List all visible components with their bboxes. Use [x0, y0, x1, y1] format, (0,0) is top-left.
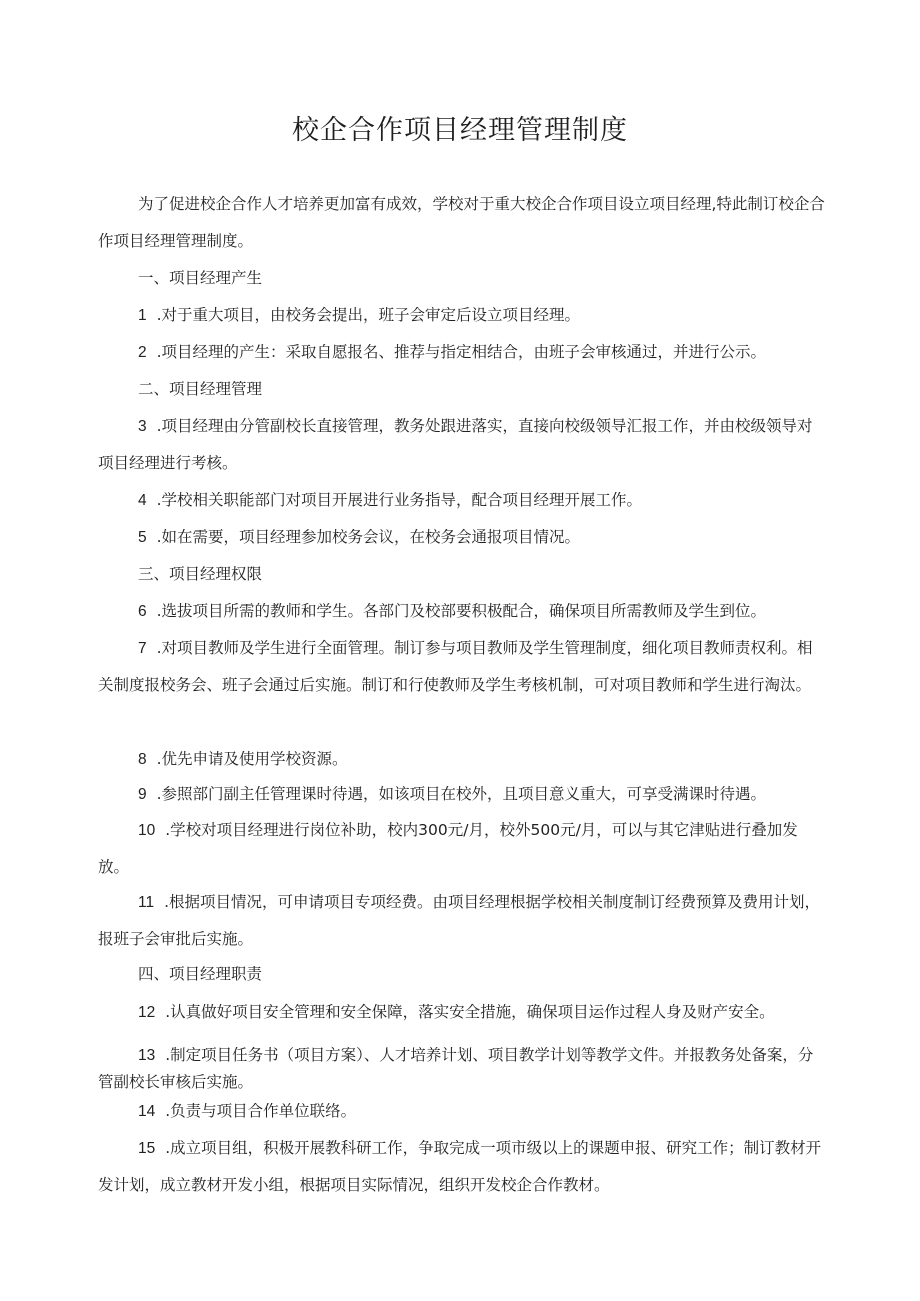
clause-1 [98, 297, 828, 334]
clause-9 [98, 776, 828, 813]
clause-text: .选拔项目所需的教师和学生。各部门及校部要积极配合，确保项目所需教师及学生到位。 [156, 602, 767, 620]
clause-text: .优先申请及使用学校资源。 [156, 750, 348, 768]
clause-2 [98, 334, 828, 371]
clause-number: 1 [138, 307, 147, 324]
clause-number: 5 [138, 529, 147, 546]
clause-4 [98, 482, 828, 519]
clause-text: .负责与项目合作单位联络。 [165, 1102, 357, 1120]
clause-6 [98, 593, 828, 630]
clause-text: .参照部门副主任管理课时待遇，如该项目在校外，且项目意义重大，可享受满课时待遇。 [156, 785, 767, 803]
document-title: 校企合作项目经理管理制度 [292, 115, 628, 146]
clause-15 [98, 1130, 828, 1204]
clause-8 [98, 741, 828, 778]
clause-number: 9 [138, 786, 147, 803]
clause-number: 14 [138, 1103, 156, 1120]
clause-number: 4 [138, 492, 147, 509]
clause-text: .对项目教师及学生进行全面管理。制订参与项目教师及学生管理制度，细化项目教师责权利。相关制度报校务会、班子会通过后实施。制订和行使教师及学生考核机制，可对项目教师和学生进行淘汰。 [98, 639, 813, 694]
intro-paragraph: 为了促进校企合作人才培养更加富有成效，学校对于重大校企合作项目设立项目经理,特此制订校企合作项目经理管理制度。 [98, 195, 825, 250]
clause-number: 12 [138, 1004, 156, 1021]
clause-14 [98, 1093, 828, 1130]
clause-text: .成立项目组，积极开展教科研工作，争取完成一项市级以上的课题申报、研究工作；制订教材开发计划，成立教材开发小组，根据项目实际情况，组织开发校企合作教材。 [98, 1139, 822, 1194]
clause-11 [98, 884, 828, 958]
clause-text: .项目经理的产生：采取自愿报名、推荐与指定相结合，由班子会审核通过，并进行公示。 [156, 343, 767, 361]
clause-10 [98, 812, 828, 886]
clause-text: .学校对项目经理进行岗位补助，校内300元/月，校外500元/月，可以与其它津贴进行叠加发放。 [98, 821, 798, 876]
clause-number: 10 [138, 822, 156, 839]
clause-text: .如在需要，项目经理参加校务会议，在校务会通报项目情况。 [156, 528, 581, 546]
clause-7 [98, 630, 828, 704]
clause-number: 7 [138, 640, 147, 657]
clause-text: .对于重大项目，由校务会提出，班子会审定后设立项目经理。 [156, 306, 581, 324]
clause-text: .制定项目任务书（项目方案）、人才培养计划、项目教学计划等教学文件。并报教务处备案，分管副校长审核后实施。 [98, 1046, 814, 1091]
clause-text: .根据项目情况，可申请项目专项经费。由项目经理根据学校相关制度制订经费预算及费用计划，报班子会审批后实施。 [98, 893, 821, 948]
clause-number: 2 [138, 344, 147, 361]
clause-number: 6 [138, 603, 147, 620]
clause-number: 3 [138, 418, 147, 435]
clause-12 [98, 994, 828, 1031]
section-heading-4: 四、项目经理职责 [138, 965, 263, 983]
clause-13 [98, 1042, 828, 1096]
clause-number: 13 [138, 1047, 156, 1064]
clause-number: 11 [138, 894, 155, 911]
clause-3 [98, 408, 828, 482]
clause-number: 15 [138, 1140, 156, 1157]
clause-text: .项目经理由分管副校长直接管理，教务处跟进落实，直接向校级领导汇报工作，并由校级领导对项目经理进行考核。 [98, 417, 813, 472]
section-heading-1: 一、项目经理产生 [138, 269, 263, 287]
section-heading-3: 三、项目经理权限 [138, 565, 263, 583]
clause-number: 8 [138, 751, 147, 768]
section-heading-2: 二、项目经理管理 [138, 380, 263, 398]
clause-text: .学校相关职能部门对项目开展进行业务指导，配合项目经理开展工作。 [156, 491, 643, 509]
clause-5 [98, 519, 828, 556]
clause-text: .认真做好项目安全管理和安全保障，落实安全措施，确保项目运作过程人身及财产安全。 [165, 1003, 775, 1021]
